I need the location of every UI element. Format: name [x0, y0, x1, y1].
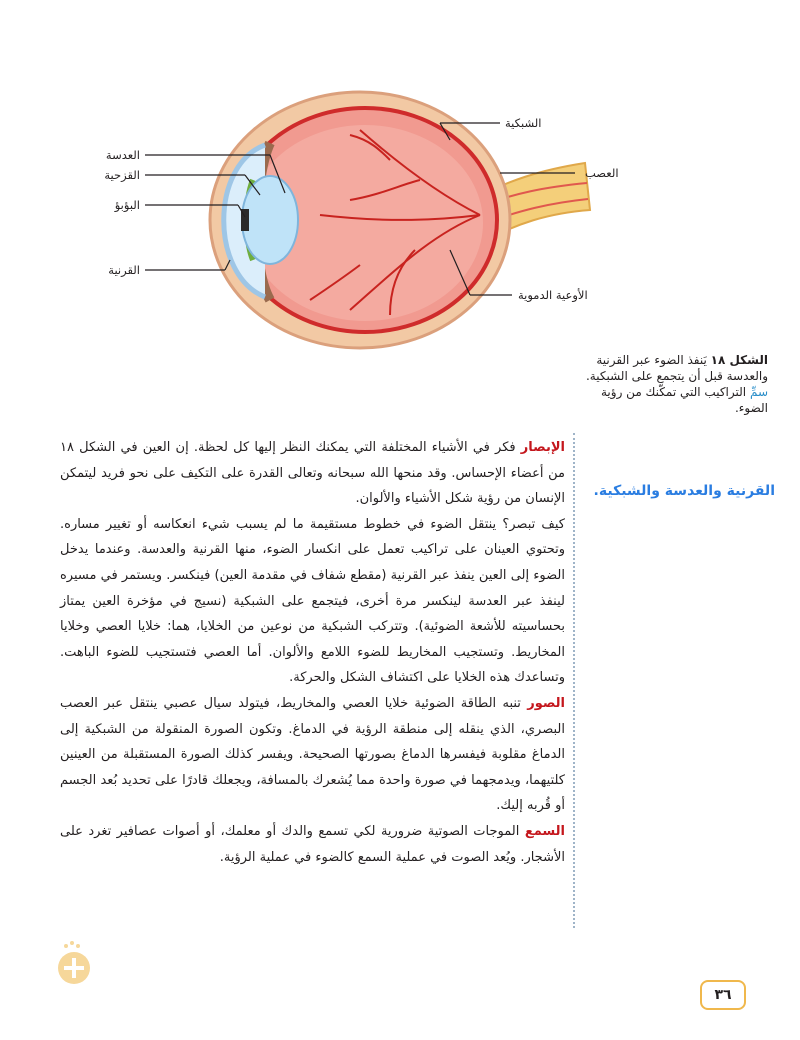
paragraph-hearing-text: الموجات الصوتية ضرورية لكي تسمع والدك أو معلمك، أو أصوات عصافير تغرد على الأشجار. ويُعد الصوت في عملية السمع كالضوء في عملية الرؤية. — [60, 823, 565, 865]
paragraph-hearing — [60, 819, 565, 870]
label-cornea: القرنية — [108, 263, 140, 277]
paragraph-images-text: تنبه الطاقة الضوئية خلايا العصي والمخاريط، فيتولد سيال عصبي ينتقل عبر العصب البصري، الذي ينقله إلى منطقة الرؤية في الدماغ. وتكون الصورة المنقولة من الشبكية إلى الدماغ مقلوبة فيفسرها الدماغ بصورتها الصحيحة. ويفسر كذلك الصورة المستقبلة من العينين كلتيهما، ويدمجهما في صورة واحدة مما يُشعرك بالمسافة، ويجعلك قادرًا على تحديد بُعد الجسم أو قُربه إليك. — [60, 695, 565, 814]
paragraph-vision — [60, 435, 565, 512]
figure-caption — [578, 352, 768, 416]
question-text: التراكيب التي تمكّنك من رؤية الضوء. — [601, 385, 768, 415]
eye-diagram — [60, 85, 640, 355]
page-number: ٣٦ — [700, 980, 746, 1010]
figure-caption-text: يَنفذ الضوء عبر القرنية والعدسة قبل أن يتجمع على الشبكية. — [585, 353, 768, 383]
term-images: الصور — [527, 695, 565, 711]
main-text — [60, 435, 565, 870]
paragraph-vision-text: فكر في الأشياء المختلفة التي يمكنك النظر إليها كل لحظة. إن العين في الشكل ١٨ من أعضاء الإحساس. وقد منحها الله سبحانه وتعالى القدرة على التكيف على نحو فريد ليتمكن الإنسان من رؤية شكل الأشياء والألوان. — [60, 440, 565, 507]
figure-number: الشكل ١٨ — [710, 353, 768, 367]
paragraph-how-you-see: كيف تبصر؟ ينتقل الضوء في خطوط مستقيمة ما لم يسبب شيء انعكاسه أو تغيير مساره. وتحتوي العينان على تراكيب تعمل على انكسار الضوء، منها القرنية والعدسة. وعندما يدخل الضوء إلى العين ينفذ عبر القرنية (مقطع شفاف في مقدمة العين) فينكسر. ويستمر في مسيره لينفذ عبر العدسة لينكسر مرة أخرى، فيتجمع على الشبكية (نسيج في مؤخرة العين يمتاز بحساسيته للأشعة الضوئية). وتتركب الشبكية من نوعين من الخلايا، هما: خلايا العصي وخلايا المخاريط. وتستجيب المخاريط للضوء اللامع والألوان. أما العصي فتستجيب للضوء الباهت. وتساعدك هذه الخلايا على اكتشاف الشكل والحركة. — [60, 516, 565, 686]
label-lens: العدسة — [105, 148, 140, 162]
label-retina: الشبكية — [505, 116, 542, 130]
eye-anatomy-figure — [60, 85, 640, 355]
paragraph-images — [60, 691, 565, 819]
question-label: سمِّ — [749, 385, 768, 399]
label-nerve: العصب — [585, 166, 619, 180]
term-vision: الإبصار — [520, 440, 565, 455]
column-divider — [573, 433, 575, 928]
lens — [242, 176, 298, 264]
label-blood-vessels: الأوعية الدموية — [518, 288, 588, 302]
publisher-logo-icon — [52, 938, 96, 988]
label-pupil: البؤبؤ — [114, 198, 140, 212]
answer-text: القرنية والعدسة والشبكية. — [593, 483, 775, 499]
label-iris: القزحية — [104, 168, 140, 182]
term-hearing: السمع — [524, 823, 565, 839]
